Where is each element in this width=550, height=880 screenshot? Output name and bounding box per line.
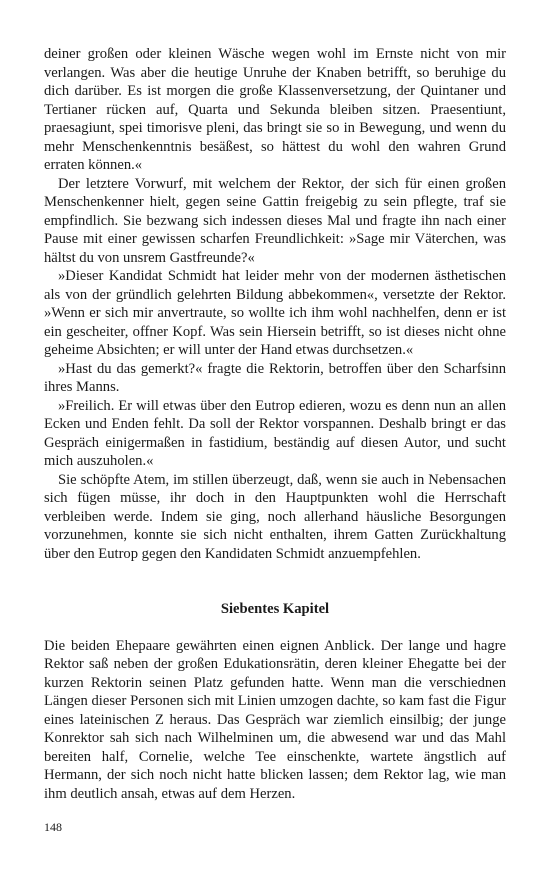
paragraph-continued: deiner großen oder kleinen Wäsche wegen wohl im Ernste nicht von mir verlangen. Was aber die heutige Unruhe der Knaben betrifft, so beruhige du dich darüber. Es ist morgen die große Klassenversetzung, der Quintaner und Tertianer rücken auf, Quarta und Sekunda bleiben sitzen. Praesentiunt, praesagiunt, spei timorisve pleni, das bringt sie so in Bewegung, und wenn du mehr Menschenkenntnis besäßest, so hättest du wohl den wahren Grund erraten können.« <box>44 46 506 173</box>
chapter-opening-paragraph: Die beiden Ehepaare gewährten einen eignen Anblick. Der lange und hagre Rektor saß neben der großen Edukationsrätin, deren kleiner Ehegatte bei der kurzen Rektorin seinen Platz gefunden hatte. Wenn man die verschiednen Längen dieser Personen sich mit Linien umzogen dachte, so kam fast die Figur eines lateinischen Z heraus. Das Gespräch war ziemlich einsilbig; der junge Konrektor sah sich nach Wilhelminen um, die abwesend war und das Mahl bereiten half, Cornelie, welche Tee einschenkte, wartete ängstlich auf Hermann, der sich noch nicht hatte blicken lassen; dem Rektor lag, wie man ihm deutlich ansah, etwas auf dem Herzen. <box>44 637 506 802</box>
paragraph: Sie schöpfte Atem, im stillen überzeugt, daß, wenn sie auch in Nebensachen sich fügen müsse, ihr doch in den Hauptpunkten wohl die Herrschaft verbleiben werde. Indem sie ging, noch allerhand häusliche Besorgungen vorzunehmen, konnte sie sich nicht enthalten, ihrem Gatten Zurückhaltung über den Eutrop gegen den Kandidaten Schmidt anzuempfehlen. <box>44 471 506 562</box>
paragraph: »Dieser Kandidat Schmidt hat leider mehr von der modernen ästhetischen als von der gründlich gelehrten Bildung abbekommen«, versetzte der Rektor. »Wenn er sich mir anvertraute, so wollte ich ihm wohl nachhelfen, denn er ist ein gescheiter, offner Kopf. Was sein Hiersein betrifft, so ist dieses nicht ohne geheime Absichten; er will unter der Hand etwas durchsetzen.« <box>44 268 506 358</box>
page-number: 148 <box>44 820 62 834</box>
paragraph: »Freilich. Er will etwas über den Eutrop edieren, wozu es denn nun an allen Ecken und Enden fehlt. Da soll der Rektor vorspannen. Deshalb bringt er das Gespräch einigermaßen in fastidium, beständig auf diesen Autor, und sucht mich auszuholen.« <box>44 397 506 469</box>
paragraph: »Hast du das gemerkt?« fragte die Rektorin, betroffen über den Scharfsinn ihres Manns. <box>44 360 506 395</box>
paragraph: Der letztere Vorwurf, mit welchem der Rektor, der sich für einen großen Menschenkenner hielt, gegen seine Gattin freigebig zu sein pflegte, traf sie empfindlich. Sie bezwang sich indessen dieses Mal und fragte ihn nach einer Pause mit einer gewissen scharfen Freundlichkeit: »Sage mir Väterchen, was hältst du von unsrem Gastfreunde?« <box>44 175 506 266</box>
chapter-title: Siebentes Kapitel <box>220 601 330 617</box>
book-page <box>44 45 506 803</box>
